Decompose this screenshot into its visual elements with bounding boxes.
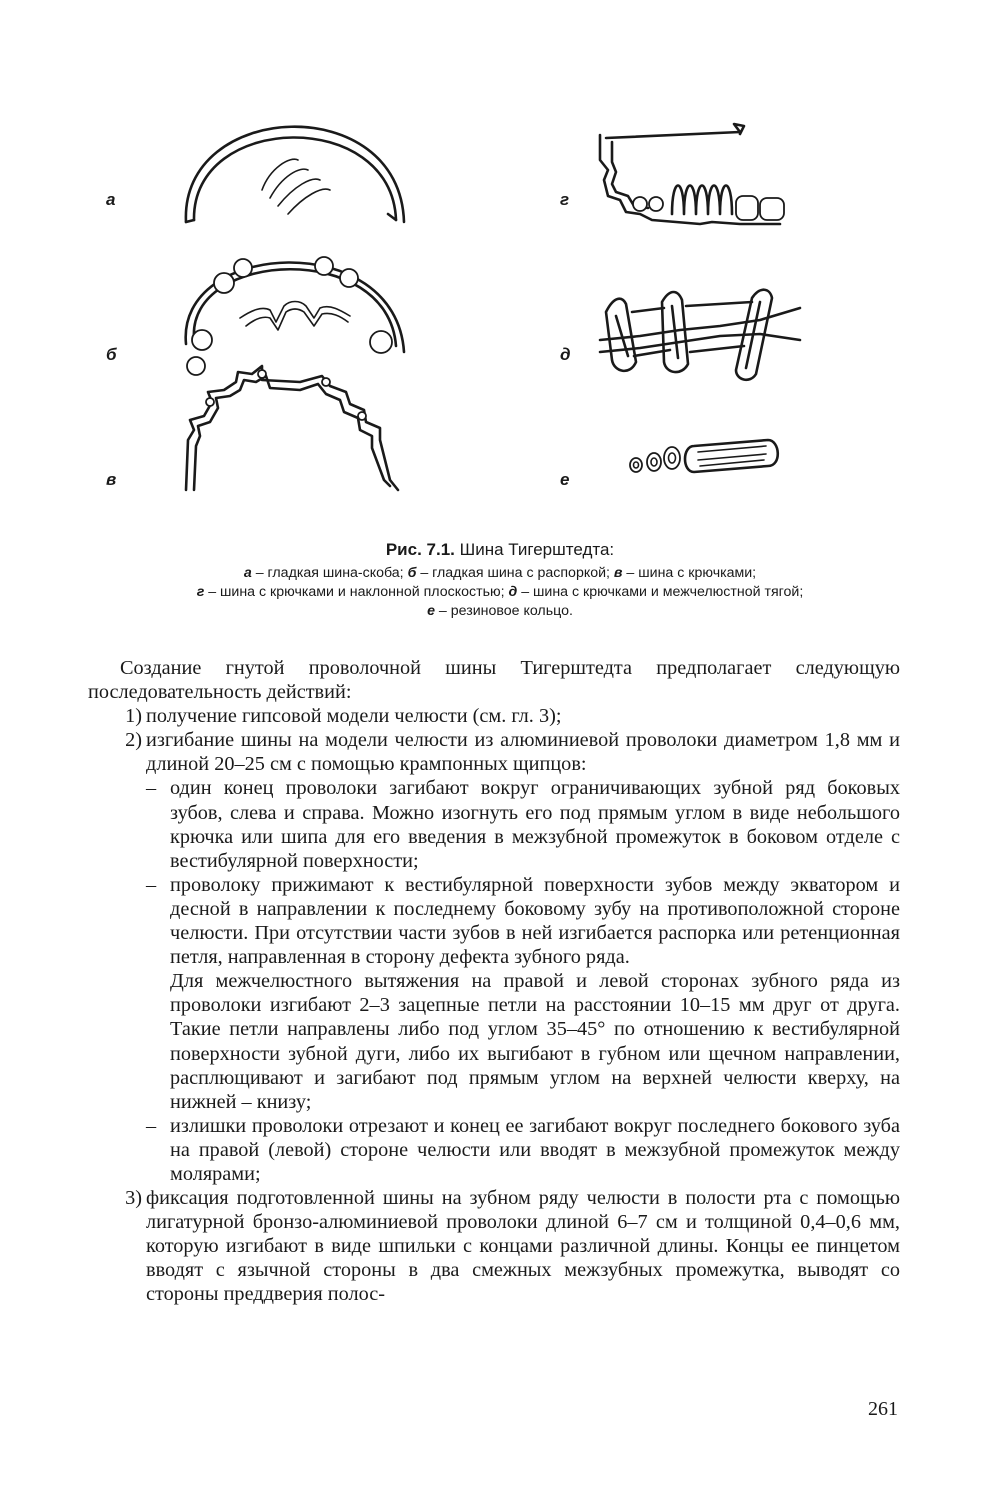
sub-item-text: проволоку прижимают к вестибулярной поверхности зубов между экватором и десной в направлении к последнему боковому зубу на противоположной стороне челюсти. При отсутствии части зубов в ней изгибается распорка или ретенционная петля, направленная в сторону дефекта зубного ряда. bbox=[170, 873, 900, 969]
intro-paragraph: Создание гнутой проволочной шины Тигерштедта предполагает следующую последовательность действий: bbox=[88, 657, 900, 704]
page-number: 261 bbox=[868, 1398, 898, 1420]
caption-line-1 bbox=[90, 564, 910, 583]
caption-key-b: б bbox=[407, 565, 417, 581]
label-v: в bbox=[106, 470, 117, 489]
caption-title bbox=[90, 540, 910, 560]
figure-caption bbox=[90, 540, 910, 621]
step-text: изгибание шины на модели челюсти из алюминиевой проволоки диаметром 1,8 мм и длиной 20–25 см с помощью крампонных щипцов: bbox=[146, 729, 900, 776]
label-d: д bbox=[560, 345, 571, 364]
caption-key-e: е bbox=[427, 603, 435, 619]
sub-item-3 bbox=[146, 1114, 900, 1186]
drawing-a-smooth-arch bbox=[186, 127, 404, 222]
label-e: е bbox=[560, 470, 570, 489]
caption-text-e: – резиновое кольцо. bbox=[434, 603, 573, 619]
drawing-g-inclined-plane bbox=[600, 124, 784, 224]
caption-key-g: г bbox=[196, 584, 205, 600]
body-text bbox=[88, 656, 900, 1307]
caption-key-a: а bbox=[243, 565, 252, 581]
caption-text-g: – шина с крючками и наклонной плоскостью; bbox=[204, 584, 509, 600]
label-g: г bbox=[560, 190, 570, 209]
drawing-v-arch-with-hooks bbox=[186, 366, 398, 490]
drawing-b-arch-with-spacer bbox=[186, 257, 404, 375]
step-text: фиксация подготовленной шины на зубном ряду челюсти в полости рта с помощью лигатурной бронзо-алюминиевой проволоки длиной 6–7 см и толщиной 0,4–0,6 мм, которую изгибают в виде шпильки с концами различной длины. Концы ее пинцетом вводят с язычной стороны в два смежных межзубных промежутка, выводят со стороны преддверия полос- bbox=[146, 1187, 900, 1306]
step-number: 2) bbox=[125, 729, 142, 752]
list-item-step-3 bbox=[88, 1186, 900, 1306]
caption-key-d: д bbox=[508, 584, 518, 600]
caption-text-b: – гладкая шина с распоркой; bbox=[416, 565, 614, 581]
caption-text-a: – гладкая шина-скоба; bbox=[251, 565, 408, 581]
step-text: получение гипсовой модели челюсти (см. гл. 3); bbox=[146, 705, 562, 728]
drawing-e-rubber-ring bbox=[630, 440, 778, 472]
caption-text-d: – шина с крючками и межчелюстной тягой; bbox=[517, 584, 804, 600]
caption-key-v: в bbox=[613, 565, 623, 581]
step-number: 3) bbox=[125, 1187, 142, 1210]
dash-marker: – bbox=[146, 1114, 157, 1137]
drawing-d-intermaxillary-traction bbox=[600, 290, 800, 380]
label-b: б bbox=[106, 345, 117, 364]
step-number: 1) bbox=[125, 705, 142, 728]
caption-title-text: Шина Тигерштедта: bbox=[459, 540, 615, 559]
list-item-step-2 bbox=[88, 728, 900, 776]
list-item-step-1 bbox=[88, 704, 900, 728]
caption-number: Рис. 7.1. bbox=[385, 540, 455, 559]
dash-marker: – bbox=[146, 777, 157, 800]
caption-line-2 bbox=[90, 583, 910, 602]
traction-note: Для межчелюстного вытяжения на правой и левой сторонах зубного ряда из проволоки изгибают 2–3 зацепные петли на расстоянии 10–15 мм друг от друга. Такие петли направлены либо под углом 35–45° по отношению к вестибулярной поверхности зубной дуги, либо их выгибают в губном или щечном направлении, расплющивают и загибают под прямым углом на верхней челюсти кверху, на нижней – книзу; bbox=[170, 970, 900, 1113]
sub-item-text: один конец проволоки загибают вокруг ограничивающих зубной ряд боковых зубов, слева и справа. Можно изогнуть его под прямым углом в виде небольшого крючка или шипа для его введения в межзубной промежуток в боковом отделе с вестибулярной поверхности; bbox=[170, 777, 900, 872]
sub-item-2 bbox=[146, 873, 900, 969]
label-a: а bbox=[106, 190, 116, 209]
caption-line-3 bbox=[90, 602, 910, 621]
figure-drawings bbox=[0, 0, 1000, 540]
sub-item-1 bbox=[146, 776, 900, 872]
caption-text-v: – шина с крючками; bbox=[622, 565, 757, 581]
figure-7-1 bbox=[0, 0, 1000, 540]
dash-marker: – bbox=[146, 873, 157, 896]
sub-item-text: излишки проволоки отрезают и конец ее загибают вокруг последнего бокового зуба на правой (левой) стороне челюсти или вводят в межзубной промежуток между молярами; bbox=[170, 1114, 900, 1185]
